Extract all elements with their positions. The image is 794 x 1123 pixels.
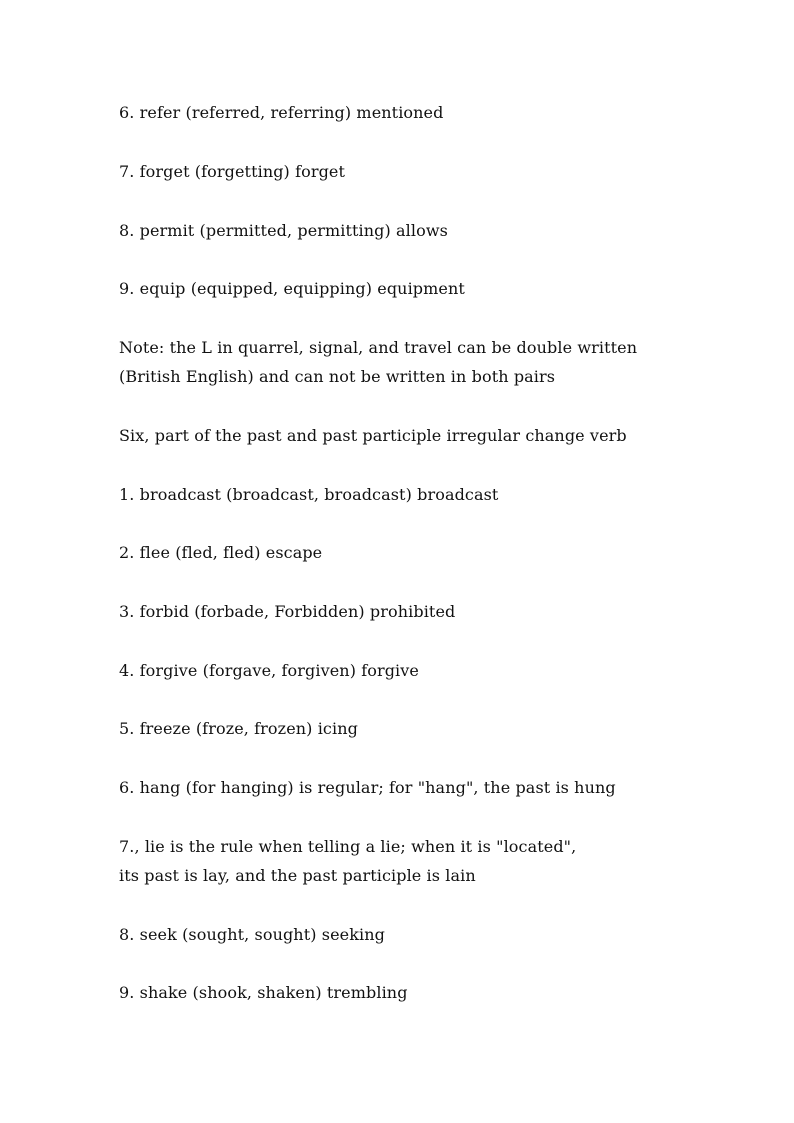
line-freeze: 5. freeze (froze, frozen) icing	[119, 719, 358, 738]
line-shake: 9. shake (shook, shaken) trembling	[119, 983, 408, 1002]
line-broadcast: 1. broadcast (broadcast, broadcast) broadcast	[119, 485, 499, 504]
line-permit: 8. permit (permitted, permitting) allows	[119, 221, 448, 240]
line-lie-1: 7., lie is the rule when telling a lie; when it is "located",	[119, 837, 577, 856]
line-lie-2: its past is lay, and the past participle is lain	[119, 866, 476, 885]
line-seek: 8. seek (sought, sought) seeking	[119, 925, 385, 944]
line-forget: 7. forget (forgetting) forget	[119, 162, 346, 181]
note-line-2: (British English) and can not be written in both pairs	[119, 367, 556, 386]
line-flee: 2. flee (fled, fled) escape	[119, 543, 323, 562]
line-hang: 6. hang (for hanging) is regular; for "hang", the past is hung	[119, 778, 616, 797]
line-forgive: 4. forgive (forgave, forgiven) forgive	[119, 661, 419, 680]
line-forbid: 3. forbid (forbade, Forbidden) prohibited	[119, 602, 456, 621]
line-refer: 6. refer (referred, referring) mentioned	[119, 103, 444, 122]
section-heading-six: Six, part of the past and past participle irregular change verb	[119, 426, 627, 445]
note-line-1: Note: the L in quarrel, signal, and travel can be double written	[119, 338, 638, 357]
line-equip: 9. equip (equipped, equipping) equipment	[119, 279, 465, 298]
